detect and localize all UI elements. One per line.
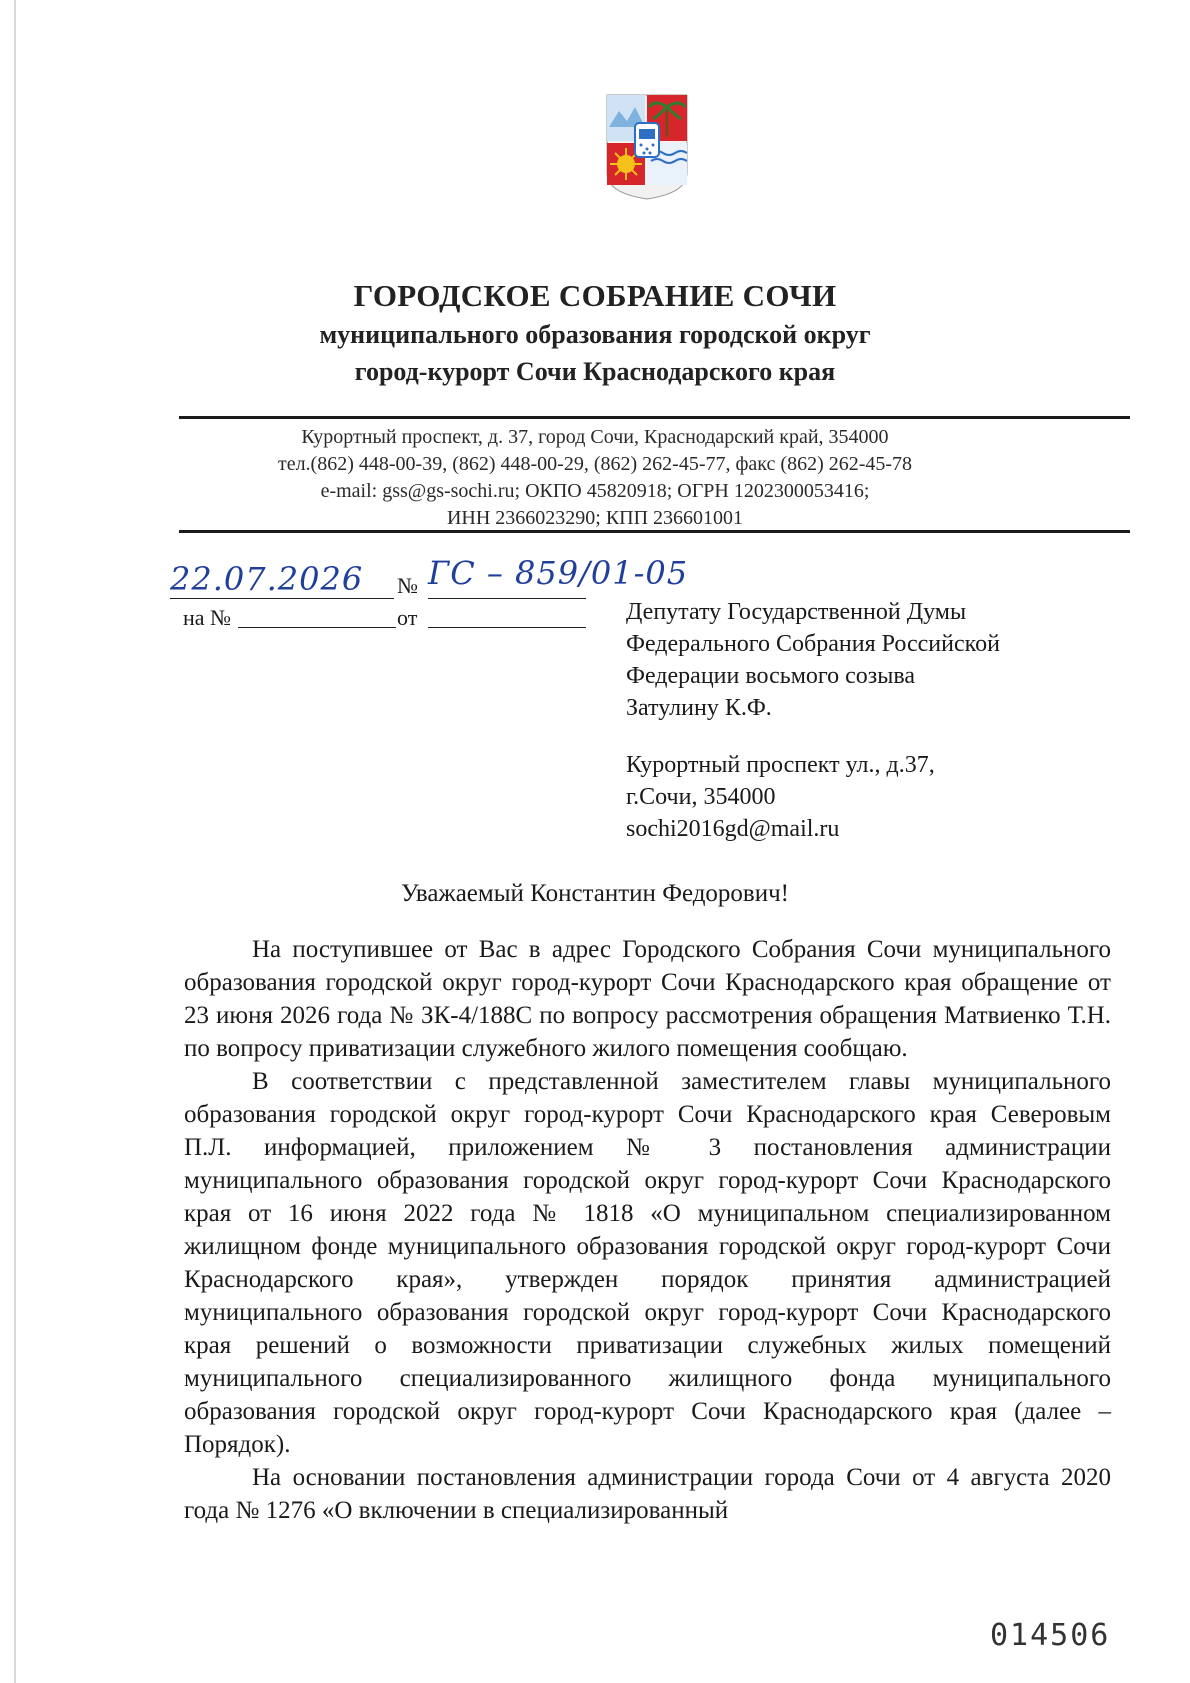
scan-edge — [14, 0, 16, 1683]
recipient-line-1: Депутату Государственной Думы — [626, 599, 967, 625]
header-divider-bottom — [179, 530, 1130, 533]
from-underline — [428, 627, 586, 628]
greeting: Уважаемый Константин Федорович! — [400, 880, 790, 907]
recipient-line-3: Федерации восьмого созыва — [626, 663, 916, 689]
body-paragraph-3: На основании постановления администрации города Сочи от 4 августа 2020 года № 1276 «О включении в специализированный — [184, 1464, 1111, 1524]
contact-inn-kpp: ИНН 2366023290; КПП 236601001 — [446, 507, 744, 529]
organization-name: ГОРОДСКОЕ СОБРАНИЕ СОЧИ — [353, 278, 837, 313]
header-divider-top — [179, 416, 1130, 419]
contact-phones: тел.(862) 448-00-39, (862) 448-00-29, (862) 262-45-77, факс (862) 262-45-78 — [277, 453, 913, 475]
reply-to-label: на № — [183, 605, 232, 630]
recipient-address-1: Курортный проспект ул., д.37, — [626, 752, 935, 778]
recipient-email: sochi2016gd@mail.ru — [626, 816, 840, 842]
serial-number-stamp: 014506 — [990, 1618, 1111, 1653]
handwritten-date: 22.07.2026 — [170, 560, 364, 598]
reply-to-underline — [238, 627, 396, 628]
body-paragraph-2: В соответствии с представленной заместителем главы муниципального образования городской округ город-курорт Сочи Краснодарского края Северовым П.Л. информацией, приложением № 3 постановления администрации муниципального образования городской округ город-курорт Сочи Краснодарского края от 16 июня 2022 года № 1818 «О муниципальном специализированном жилищном фонде муниципального образования городской округ город-курорт Сочи Краснодарского края», утвержден порядок принятия администрацией муниципального образования городской округ город-курорт Сочи Краснодарского края решений о возможности приватизации служебных жилых помещений муниципального специализированного жилищного фонда муниципального образования городской округ город-курорт Сочи Краснодарского края (далее – Порядок). — [184, 1068, 1111, 1458]
recipient-name: Затулину К.Ф. — [626, 695, 772, 721]
organization-subtitle-2: город-курорт Сочи Краснодарского края — [354, 357, 836, 386]
date-underline — [170, 598, 394, 599]
recipient-address-block — [626, 749, 935, 845]
sochi-coat-of-arms-icon — [605, 93, 689, 201]
number-symbol: № — [397, 573, 418, 598]
recipient-line-2: Федерального Собрания Российской — [626, 631, 1000, 657]
letter-body — [184, 933, 1111, 1527]
from-label: от — [397, 605, 418, 630]
body-paragraph-1: На поступившее от Вас в адрес Городского Собрания Сочи муниципального образования городской округ город-курорт Сочи Краснодарского края обращение от 23 июня 2026 года № ЗК-4/188С по вопросу рассмотрения обращения Матвиенко Т.Н. по вопросу приватизации служебного жилого помещения сообщаю. — [184, 936, 1111, 1062]
recipient-block — [626, 596, 1000, 724]
handwritten-reg-number: ГС – 859/01-05 — [428, 554, 689, 592]
contact-email-codes: e-mail: gss@gs-sochi.ru; ОКПО 45820918; ОГРН 1202300053416; — [320, 480, 870, 502]
organization-subtitle-1: муниципального образования городской округ — [319, 320, 871, 349]
recipient-address-2: г.Сочи, 354000 — [626, 784, 776, 810]
number-underline — [428, 598, 586, 599]
contact-address: Курортный проспект, д. 37, город Сочи, Краснодарский край, 354000 — [301, 426, 889, 448]
